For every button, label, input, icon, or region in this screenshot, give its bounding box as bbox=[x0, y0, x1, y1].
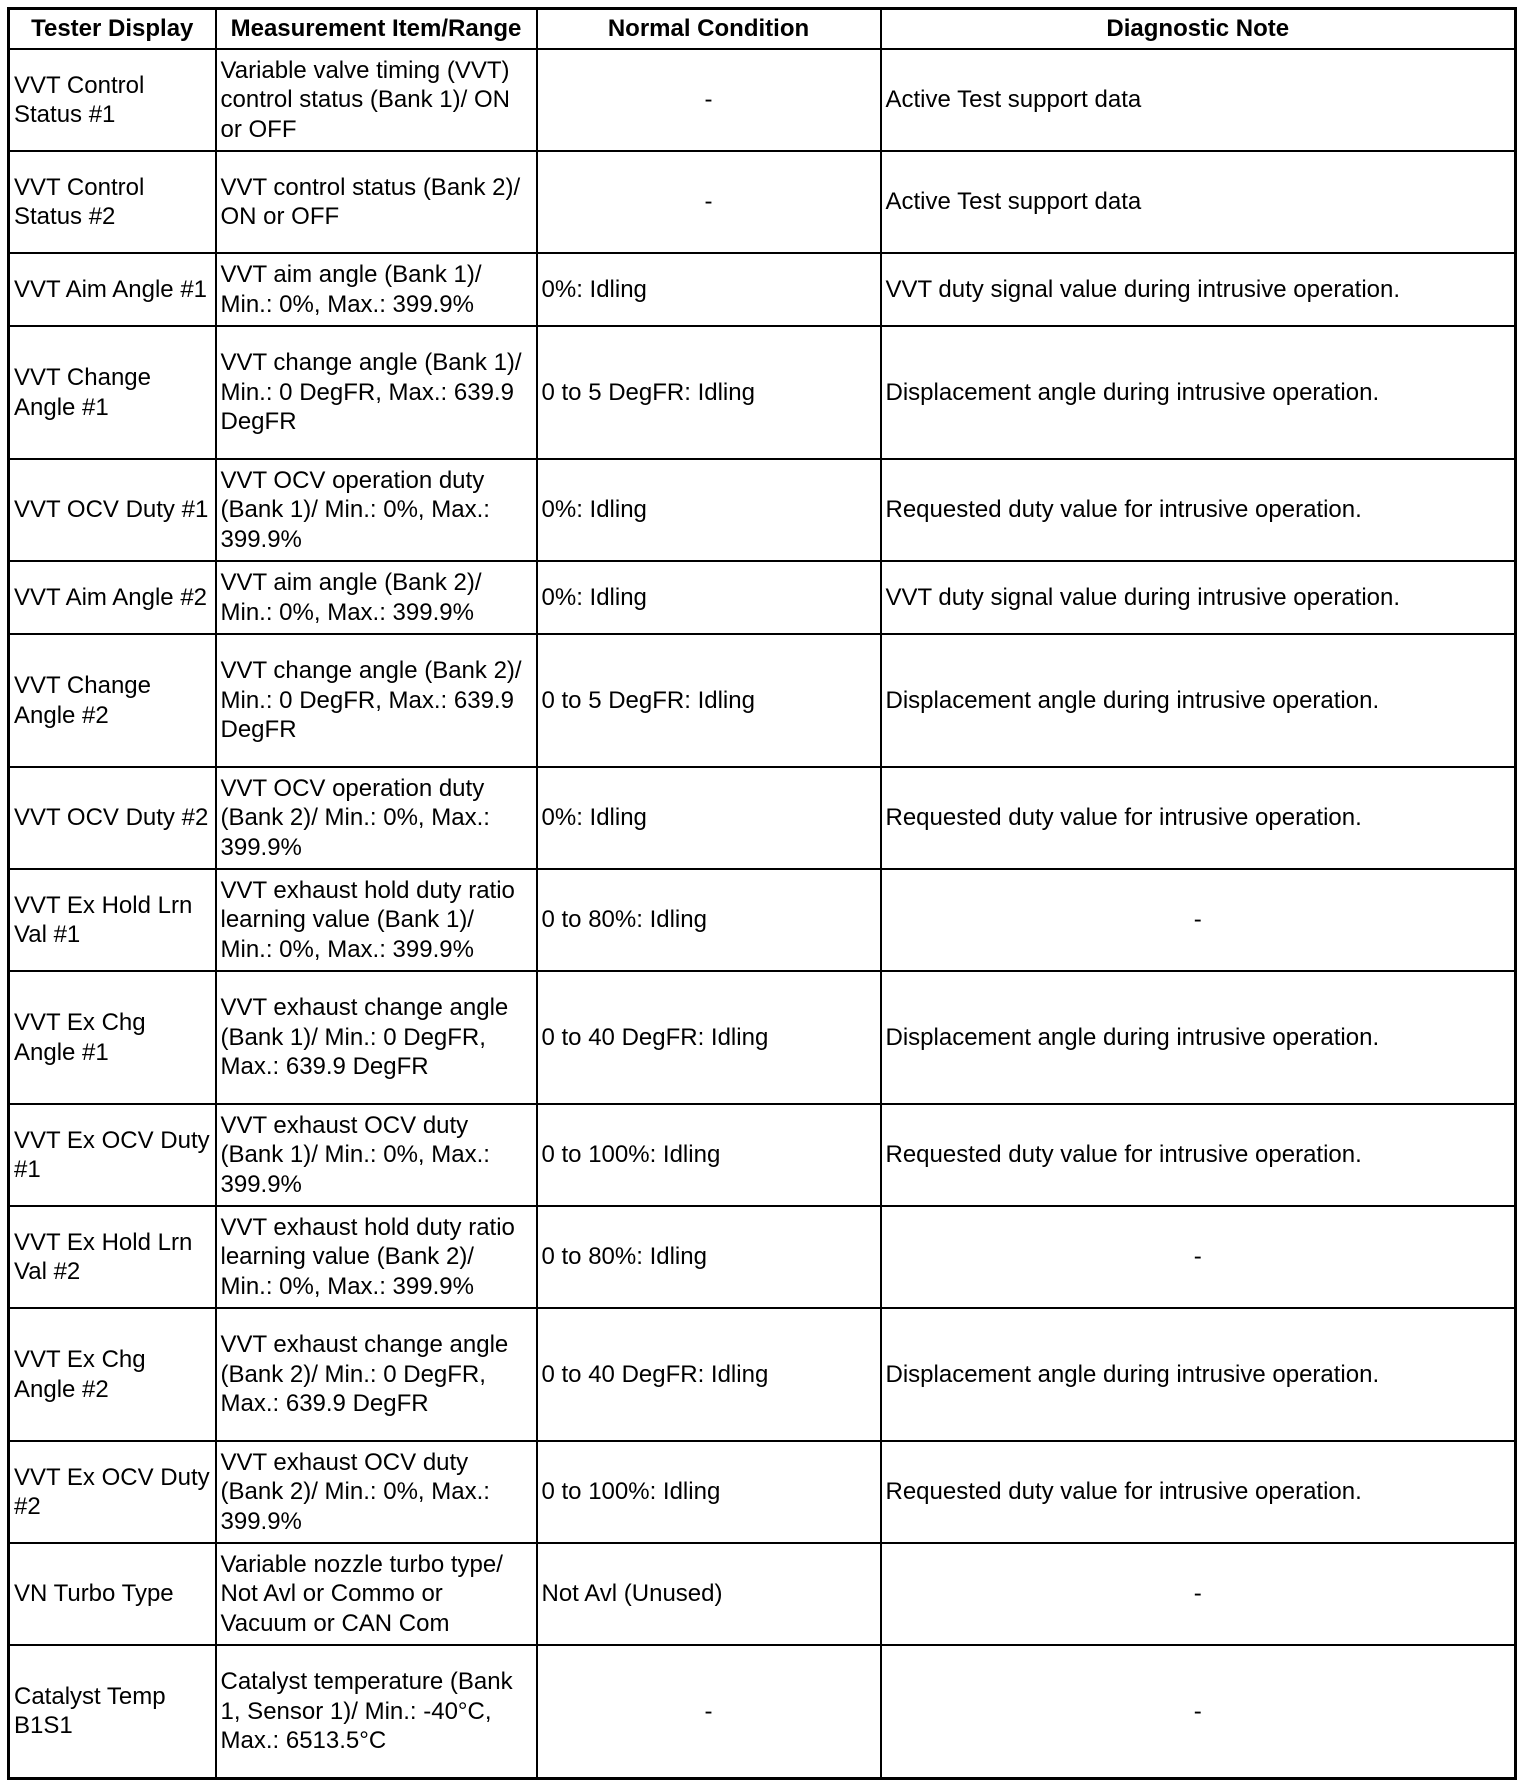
diagnostic-note-cell: Active Test support data bbox=[881, 49, 1516, 151]
measurement-cell: VVT OCV operation duty (Bank 1)/ Min.: 0%, Max.: 399.9% bbox=[216, 459, 537, 561]
tester-display-cell: VVT Ex Chg Angle #1 bbox=[9, 971, 216, 1104]
header-row bbox=[9, 9, 1516, 50]
diagnostic-note-cell: Requested duty value for intrusive operation. bbox=[881, 459, 1516, 561]
diagnostic-note-cell: - bbox=[881, 1206, 1516, 1308]
header-tester-display: Tester Display bbox=[9, 9, 216, 50]
tester-display-cell: VVT Change Angle #1 bbox=[9, 326, 216, 459]
table-row bbox=[9, 869, 1516, 971]
tester-display-cell: VVT Ex OCV Duty #1 bbox=[9, 1104, 216, 1206]
table-row bbox=[9, 1645, 1516, 1778]
measurement-cell: Catalyst temperature (Bank 1, Sensor 1)/ Min.: -40°C, Max.: 6513.5°C bbox=[216, 1645, 537, 1778]
normal-condition-cell: 0 to 80%: Idling bbox=[537, 1206, 881, 1308]
measurement-cell: VVT aim angle (Bank 2)/ Min.: 0%, Max.: 399.9% bbox=[216, 561, 537, 634]
table-row bbox=[9, 1308, 1516, 1441]
tester-display-cell: VVT Ex Hold Lrn Val #2 bbox=[9, 1206, 216, 1308]
diagnostic-note-cell: VVT duty signal value during intrusive operation. bbox=[881, 561, 1516, 634]
data-list-table bbox=[7, 7, 1517, 1780]
header-normal-condition: Normal Condition bbox=[537, 9, 881, 50]
table-row bbox=[9, 1441, 1516, 1543]
header-diagnostic-note: Diagnostic Note bbox=[881, 9, 1516, 50]
table-row bbox=[9, 1104, 1516, 1206]
table-row bbox=[9, 1206, 1516, 1308]
diagnostic-note-cell: Displacement angle during intrusive operation. bbox=[881, 634, 1516, 767]
diagnostic-note-cell: Requested duty value for intrusive operation. bbox=[881, 767, 1516, 869]
diagnostic-note-cell: - bbox=[881, 1645, 1516, 1778]
normal-condition-cell: 0 to 100%: Idling bbox=[537, 1104, 881, 1206]
tester-display-cell: VVT Control Status #2 bbox=[9, 151, 216, 253]
normal-condition-cell: 0 to 5 DegFR: Idling bbox=[537, 634, 881, 767]
tester-display-cell: VVT Ex Hold Lrn Val #1 bbox=[9, 869, 216, 971]
normal-condition-cell: 0 to 40 DegFR: Idling bbox=[537, 971, 881, 1104]
tester-display-cell: VVT OCV Duty #1 bbox=[9, 459, 216, 561]
tester-display-cell: VVT Ex Chg Angle #2 bbox=[9, 1308, 216, 1441]
table-row bbox=[9, 971, 1516, 1104]
normal-condition-cell: 0 to 100%: Idling bbox=[537, 1441, 881, 1543]
tester-display-cell: VVT Change Angle #2 bbox=[9, 634, 216, 767]
measurement-cell: VVT exhaust hold duty ratio learning value (Bank 2)/ Min.: 0%, Max.: 399.9% bbox=[216, 1206, 537, 1308]
table-row bbox=[9, 326, 1516, 459]
diagnostic-note-cell: Displacement angle during intrusive operation. bbox=[881, 1308, 1516, 1441]
diagnostic-note-cell: Requested duty value for intrusive operation. bbox=[881, 1104, 1516, 1206]
tester-display-cell: VN Turbo Type bbox=[9, 1543, 216, 1645]
measurement-cell: VVT exhaust OCV duty (Bank 1)/ Min.: 0%, Max.: 399.9% bbox=[216, 1104, 537, 1206]
measurement-cell: VVT exhaust hold duty ratio learning value (Bank 1)/ Min.: 0%, Max.: 399.9% bbox=[216, 869, 537, 971]
table-row bbox=[9, 459, 1516, 561]
diagnostic-note-cell: Active Test support data bbox=[881, 151, 1516, 253]
table-row bbox=[9, 561, 1516, 634]
diagnostic-note-cell: - bbox=[881, 1543, 1516, 1645]
normal-condition-cell: 0 to 5 DegFR: Idling bbox=[537, 326, 881, 459]
tester-display-cell: VVT Aim Angle #2 bbox=[9, 561, 216, 634]
tester-display-cell: VVT Control Status #1 bbox=[9, 49, 216, 151]
tester-display-cell: Catalyst Temp B1S1 bbox=[9, 1645, 216, 1778]
table-row bbox=[9, 767, 1516, 869]
normal-condition-cell: - bbox=[537, 151, 881, 253]
header-measurement: Measurement Item/Range bbox=[216, 9, 537, 50]
measurement-cell: VVT exhaust OCV duty (Bank 2)/ Min.: 0%, Max.: 399.9% bbox=[216, 1441, 537, 1543]
normal-condition-cell: - bbox=[537, 49, 881, 151]
normal-condition-cell: 0%: Idling bbox=[537, 767, 881, 869]
measurement-cell: VVT OCV operation duty (Bank 2)/ Min.: 0%, Max.: 399.9% bbox=[216, 767, 537, 869]
diagnostic-note-cell: - bbox=[881, 869, 1516, 971]
normal-condition-cell: - bbox=[537, 1645, 881, 1778]
tester-display-cell: VVT Aim Angle #1 bbox=[9, 253, 216, 326]
measurement-cell: VVT change angle (Bank 1)/ Min.: 0 DegFR, Max.: 639.9 DegFR bbox=[216, 326, 537, 459]
normal-condition-cell: 0%: Idling bbox=[537, 561, 881, 634]
diagnostic-note-cell: Displacement angle during intrusive operation. bbox=[881, 971, 1516, 1104]
measurement-cell: VVT change angle (Bank 2)/ Min.: 0 DegFR, Max.: 639.9 DegFR bbox=[216, 634, 537, 767]
diagnostic-note-cell: Requested duty value for intrusive operation. bbox=[881, 1441, 1516, 1543]
normal-condition-cell: 0%: Idling bbox=[537, 253, 881, 326]
table-row bbox=[9, 49, 1516, 151]
measurement-cell: Variable nozzle turbo type/ Not Avl or Commo or Vacuum or CAN Com bbox=[216, 1543, 537, 1645]
table-row bbox=[9, 1543, 1516, 1645]
normal-condition-cell: Not Avl (Unused) bbox=[537, 1543, 881, 1645]
measurement-cell: Variable valve timing (VVT) control status (Bank 1)/ ON or OFF bbox=[216, 49, 537, 151]
table-row bbox=[9, 253, 1516, 326]
measurement-cell: VVT exhaust change angle (Bank 2)/ Min.: 0 DegFR, Max.: 639.9 DegFR bbox=[216, 1308, 537, 1441]
measurement-cell: VVT control status (Bank 2)/ ON or OFF bbox=[216, 151, 537, 253]
diagnostic-note-cell: VVT duty signal value during intrusive operation. bbox=[881, 253, 1516, 326]
table-row bbox=[9, 634, 1516, 767]
measurement-cell: VVT aim angle (Bank 1)/ Min.: 0%, Max.: 399.9% bbox=[216, 253, 537, 326]
table-row bbox=[9, 151, 1516, 253]
tester-display-cell: VVT Ex OCV Duty #2 bbox=[9, 1441, 216, 1543]
tester-display-cell: VVT OCV Duty #2 bbox=[9, 767, 216, 869]
diagnostic-note-cell: Displacement angle during intrusive operation. bbox=[881, 326, 1516, 459]
measurement-cell: VVT exhaust change angle (Bank 1)/ Min.: 0 DegFR, Max.: 639.9 DegFR bbox=[216, 971, 537, 1104]
normal-condition-cell: 0%: Idling bbox=[537, 459, 881, 561]
normal-condition-cell: 0 to 80%: Idling bbox=[537, 869, 881, 971]
normal-condition-cell: 0 to 40 DegFR: Idling bbox=[537, 1308, 881, 1441]
